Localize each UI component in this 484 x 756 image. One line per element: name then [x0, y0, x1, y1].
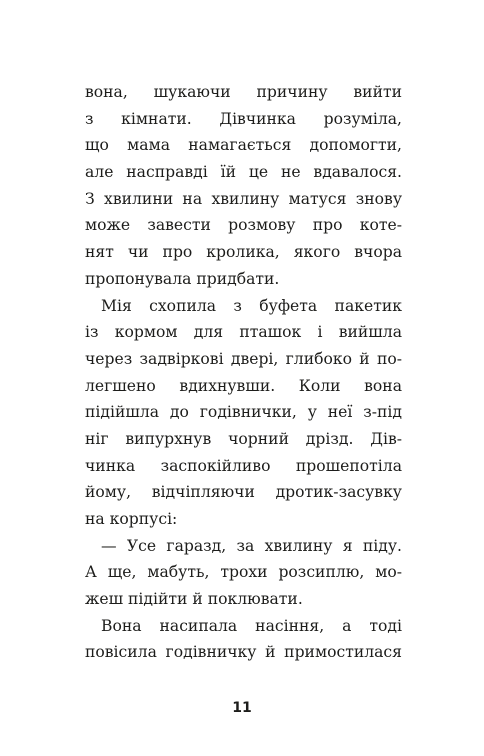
text-line: ніг випурхнув чорний дрізд. Дів-	[85, 429, 402, 448]
text-line: що мама намагається допомогти,	[85, 136, 402, 155]
text-line: пропонувала придбати.	[85, 269, 280, 288]
text-line: вона, шукаючи причину вийти	[85, 83, 402, 101]
page-number: 11	[232, 700, 252, 716]
text-line: А ще, мабуть, трохи розсиплю, мо-	[85, 563, 402, 582]
text-line: Мія схопила з буфета пакетик	[101, 296, 402, 315]
text-line: із кормом для пташок і вийшла	[85, 323, 402, 342]
text-line: з кімнати. Дівчинка розуміла,	[85, 109, 402, 128]
text-line: Вона насипала насіння, а тоді	[101, 616, 402, 635]
body-text	[85, 79, 402, 666]
text-line: чинка заспокійливо прошепотіла	[85, 456, 402, 475]
text-line: нят чи про кролика, якого вчора	[85, 243, 402, 262]
text-line: З хвилини на хвилину матуся знову	[85, 189, 402, 208]
text-line: повісила годівничку й примостилася	[85, 643, 402, 662]
text-line: легшено вдихнувши. Коли вона	[85, 376, 402, 395]
text-line: може завести розмову про коте-	[85, 216, 402, 235]
text-line: на корпусі:	[85, 510, 178, 528]
text-line: але насправді їй це не вдавалося.	[85, 163, 402, 182]
text-line: йому, відчіпляючи дротик-засувку	[85, 483, 402, 502]
text-line: підійшла до годівнички, у неї з-під	[85, 403, 402, 422]
text-line: — Усе гаразд, за хвилину я піду.	[101, 536, 402, 555]
text-line: через задвіркові двері, глибоко й по-	[85, 349, 402, 368]
text-line: жеш підійти й поклювати.	[85, 590, 303, 609]
